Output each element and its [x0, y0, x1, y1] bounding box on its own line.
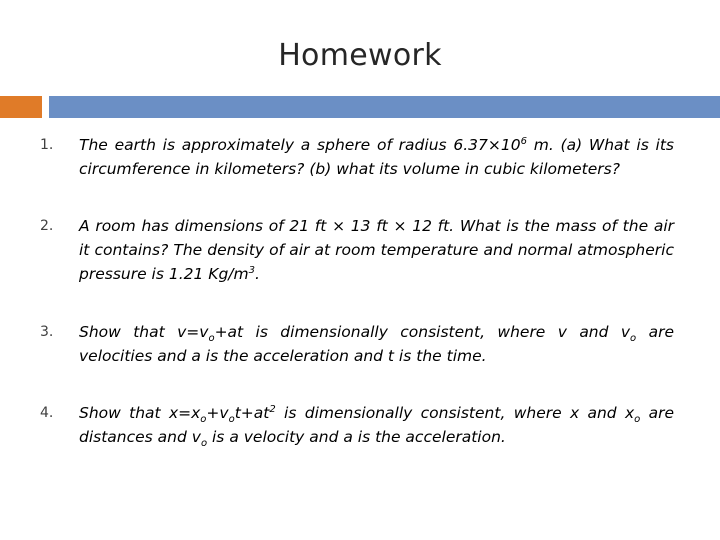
exponent: 6 — [520, 135, 527, 147]
exponent: 2 — [269, 403, 276, 415]
subscript: o — [208, 333, 215, 345]
subscript: o — [630, 333, 637, 345]
question-text: The earth is approximately a sphere of radius 6.37 — [79, 136, 488, 154]
question-text: m. (a) What is its circumference in kilometers? (b) what its volume in cubic kilometers? — [79, 136, 675, 178]
item-number: 2. — [40, 218, 54, 234]
exponent: 3 — [248, 264, 256, 276]
question-text: +at is dimensionally consistent, where v and v — [214, 323, 631, 341]
question-text: are distances and v — [79, 404, 674, 446]
homework-item-2 — [40, 214, 674, 286]
slide-title: Homework — [278, 38, 442, 73]
question-text: . — [255, 265, 260, 283]
question-text: Show that v=v — [79, 323, 209, 341]
question-text: 13 ft — [345, 217, 394, 235]
homework-item-1 — [40, 133, 674, 181]
subscript: o — [200, 438, 208, 450]
question-text: are velocities and a is the acceleration and t is the time. — [79, 323, 674, 365]
question-text: t+at — [234, 404, 270, 422]
item-number: 3. — [40, 324, 54, 340]
accent-bar-blue — [49, 96, 720, 118]
homework-item-4 — [40, 401, 674, 449]
subscript: o — [200, 414, 207, 426]
subscript: o — [228, 414, 235, 426]
item-number: 4. — [40, 405, 54, 421]
question-text: 10 — [500, 136, 521, 154]
question-text: is a velocity and a is the acceleration. — [207, 428, 506, 446]
question-text: is dimensionally consistent, where x and x — [275, 404, 635, 422]
times-symbol: × — [487, 136, 501, 154]
subscript: o — [634, 414, 641, 426]
times-symbol: × — [332, 217, 346, 235]
question-text: A room has dimensions of 21 ft — [79, 217, 333, 235]
homework-item-3 — [40, 320, 674, 368]
accent-bar-orange — [0, 96, 42, 118]
times-symbol: × — [393, 217, 407, 235]
question-text: Show that x=x — [79, 404, 201, 422]
question-text: +v — [206, 404, 229, 422]
item-number: 1. — [40, 137, 54, 153]
question-text: 12 ft. What is the mass of the air it contains? The density of air at room temperature and normal atmospheric pressure is 1.21 Kg/m — [79, 217, 675, 283]
homework-list — [40, 133, 674, 449]
